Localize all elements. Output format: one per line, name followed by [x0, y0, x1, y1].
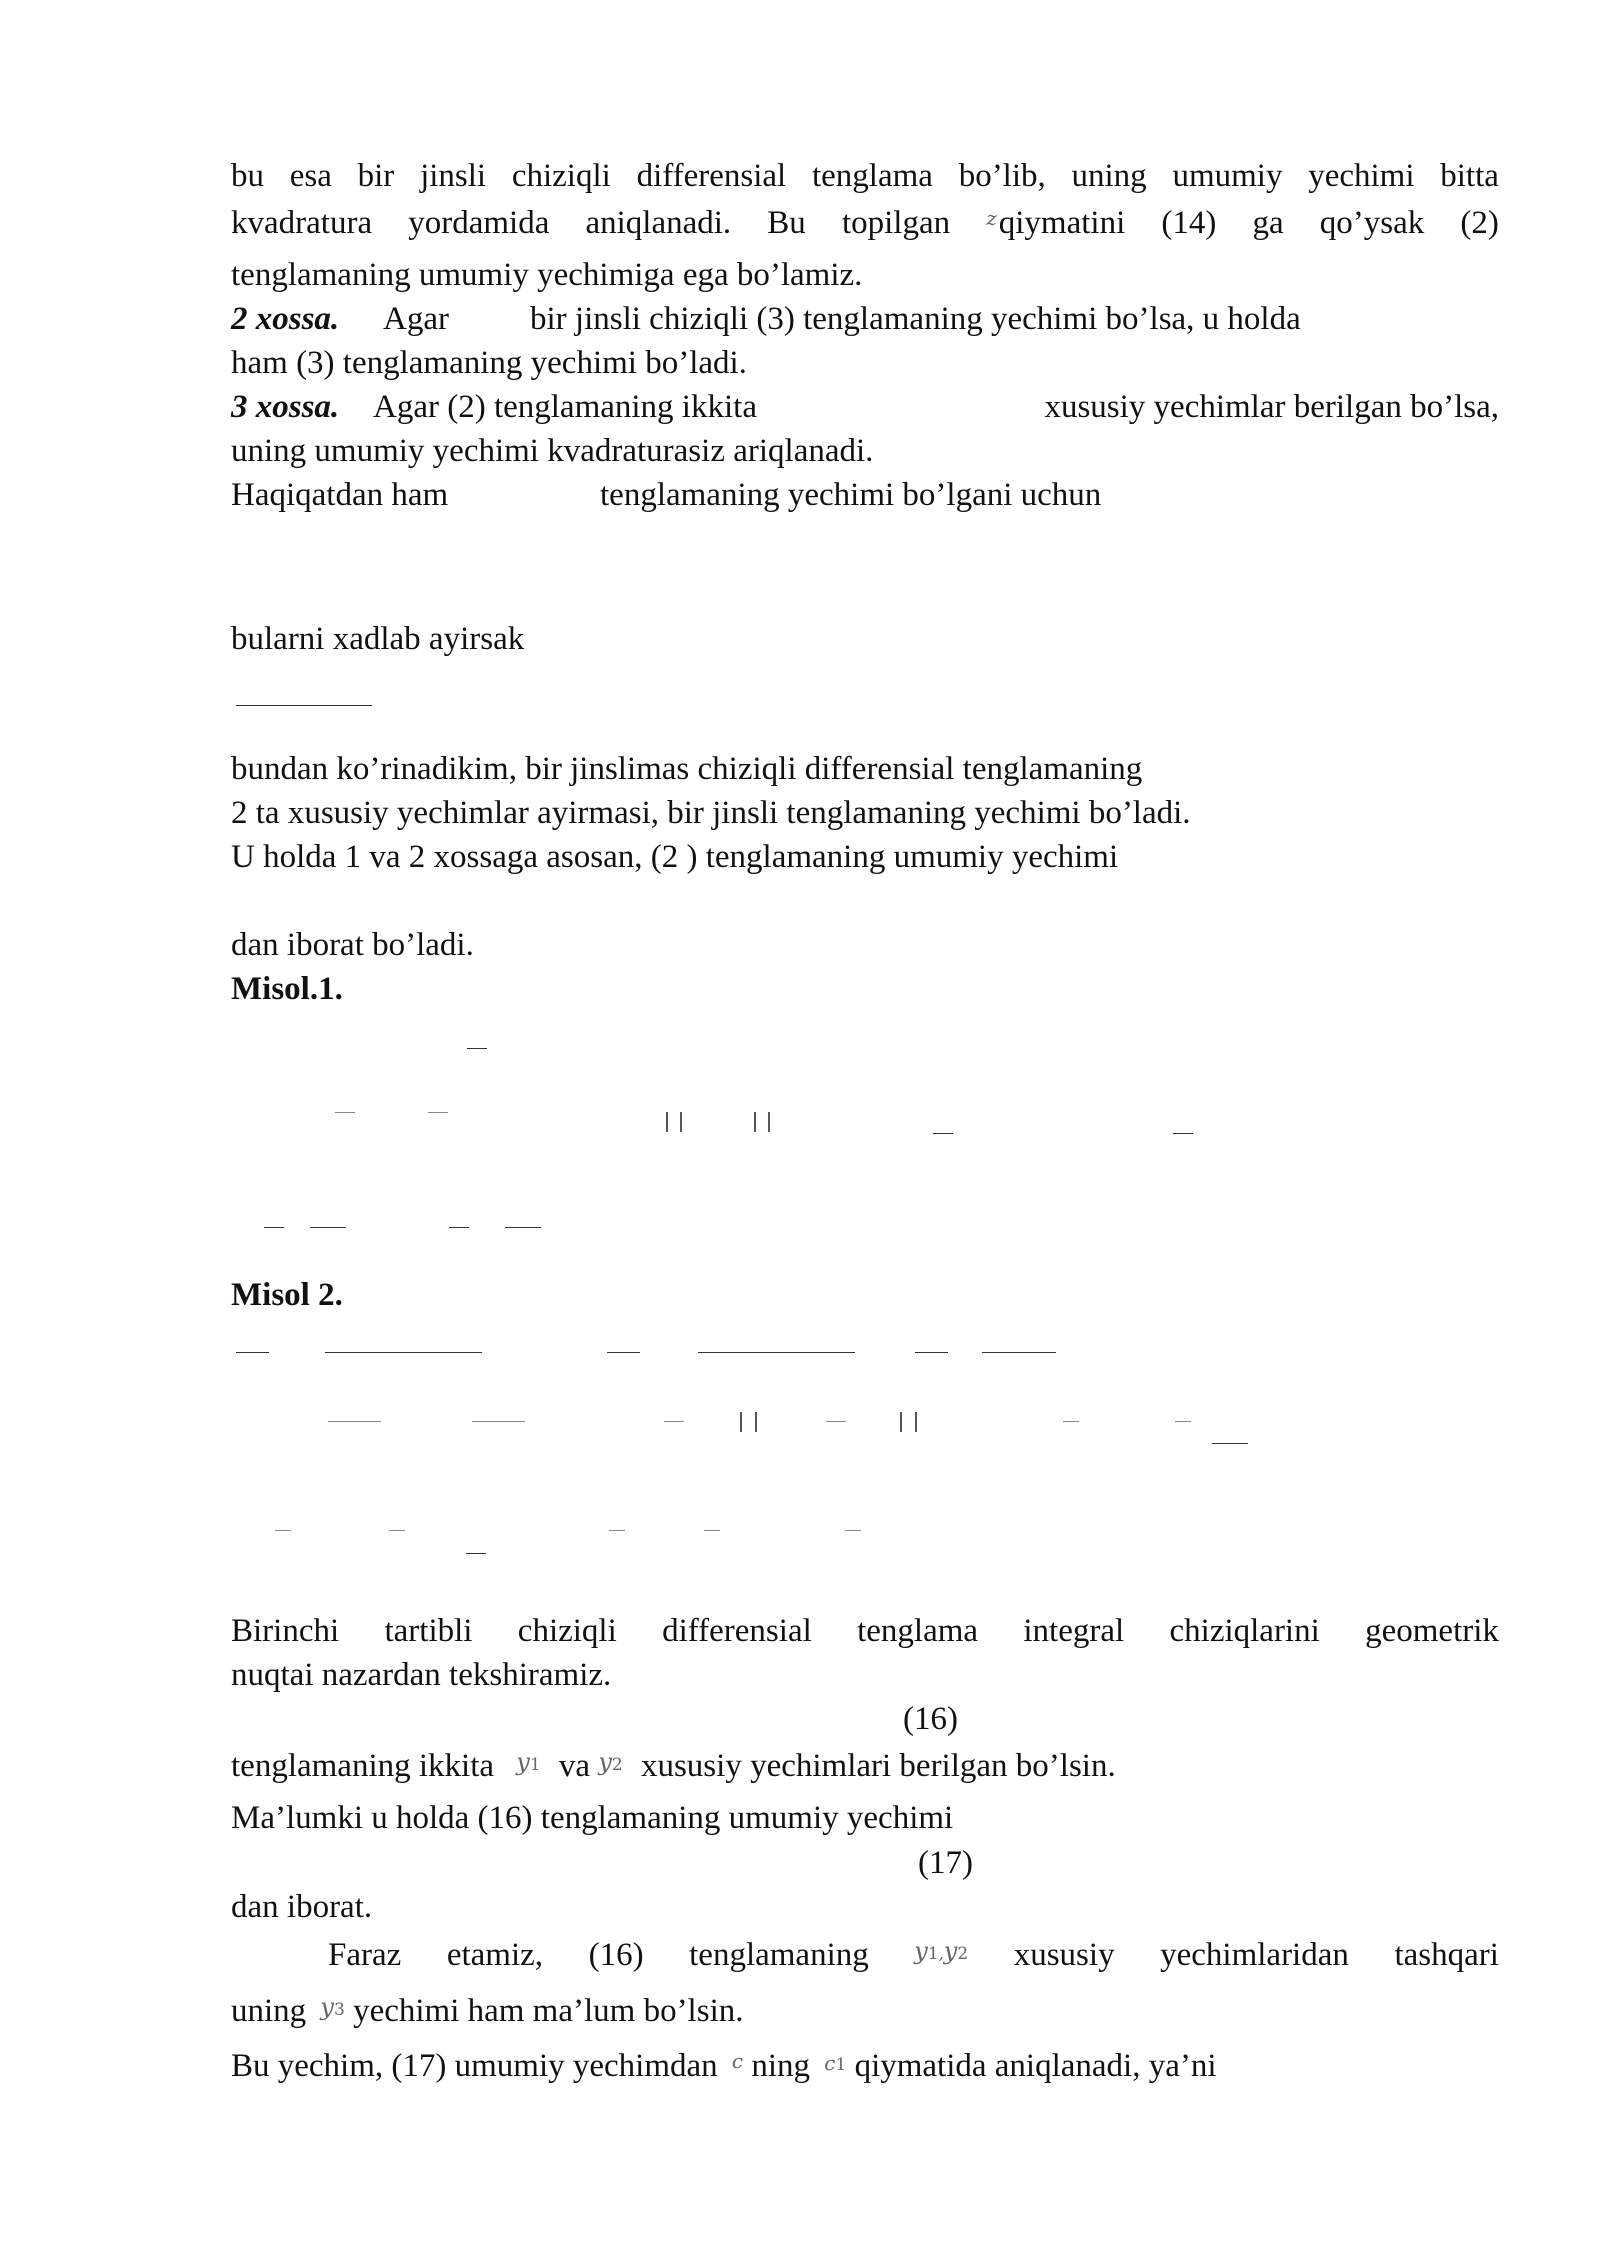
text-fragment: tenglamaning yechimi bo’lgani uchun	[600, 477, 1102, 513]
text-line	[231, 1995, 744, 2028]
word: tartibli	[384, 1613, 473, 1649]
text-fragment: Haqiqatdan ham	[231, 477, 449, 513]
word: umumiy	[1172, 158, 1283, 194]
text-line: bundan ko’rinadikim, bir jinslimas chiziqli differensial tenglamaning	[231, 751, 1143, 787]
text-line	[328, 1939, 1499, 1972]
fraction-bar	[609, 1530, 625, 1531]
word: qiymatini	[998, 205, 1126, 241]
fraction-bar	[467, 1048, 487, 1049]
abs-bar	[755, 1412, 757, 1432]
text-line: U holda 1 va 2 xossaga asosan, (2 ) tenglamaning umumiy yechimi	[231, 839, 1119, 875]
abs-bar	[680, 1112, 682, 1132]
text-line: uning umumiy yechimi kvadraturasiz ariqlanadi.	[231, 433, 874, 469]
word: yordamida	[408, 205, 550, 241]
word: differensial	[636, 158, 787, 194]
word: differensial	[662, 1613, 812, 1649]
word: Bu yechim, (17) umumiy yechimdan	[231, 2048, 718, 2084]
word: tashqari	[1394, 1937, 1499, 1973]
fraction-bar	[325, 1352, 482, 1353]
word: chiziqli	[511, 158, 611, 194]
word: topilgan	[841, 205, 951, 241]
word: esa	[289, 158, 332, 194]
text-line: dan iborat.	[231, 1889, 373, 1925]
word: jinsli	[420, 158, 487, 194]
fraction-bar	[664, 1421, 684, 1422]
fraction-bar	[1063, 1421, 1079, 1422]
word: chiziqli	[517, 1613, 617, 1649]
fraction-bar	[915, 1352, 948, 1353]
text-line: bularni xadlab ayirsak	[231, 621, 525, 657]
fraction-bar	[328, 1421, 381, 1422]
word: chiziqlarini	[1169, 1613, 1320, 1649]
word: kvadratura	[231, 205, 373, 241]
equation-number-17: (17)	[918, 1845, 973, 1881]
word: (14)	[1161, 205, 1217, 241]
abs-bar	[666, 1112, 668, 1132]
word: va	[558, 1748, 591, 1784]
word: tenglamaning ikkita	[231, 1748, 495, 1784]
word: bu	[231, 158, 264, 194]
text-line	[231, 1615, 1499, 1648]
word: Bu	[767, 205, 806, 241]
word: xususiy yechimlari berilgan bo’lsin.	[640, 1748, 1116, 1784]
fraction-bar	[275, 1530, 291, 1531]
word: bir	[357, 158, 395, 194]
math-symbol-y2: y2	[598, 1748, 623, 1776]
fraction-bar	[1175, 1421, 1191, 1422]
text-line: 2 ta xususiy yechimlar ayirmasi, bir jinsli tenglamaning yechimi bo’ladi.	[231, 795, 1191, 831]
text-fragment: xususiy yechimlar berilgan bo’lsa,	[1044, 389, 1499, 425]
word: aniqlanadi.	[585, 205, 732, 241]
example-1-heading: Misol.1.	[231, 971, 343, 1007]
word: (2)	[1460, 205, 1499, 241]
abs-bar	[740, 1412, 742, 1432]
text-line	[231, 1750, 1116, 1783]
abs-bar	[915, 1412, 917, 1432]
text-line: dan iborat bo’ladi.	[231, 927, 474, 963]
abs-bar	[900, 1412, 902, 1432]
fraction-bar	[845, 1530, 861, 1531]
text-line: tenglamaning umumiy yechimiga ega bo’lamiz.	[231, 257, 863, 293]
equation-number-16: (16)	[903, 1701, 958, 1737]
fraction-bar	[704, 1530, 720, 1531]
word: uning	[231, 1993, 307, 2029]
fraction-bar	[310, 1227, 346, 1228]
word: tenglamaning	[689, 1937, 869, 1973]
text-line: nuqtai nazardan tekshiramiz.	[231, 1657, 612, 1693]
word: (16)	[588, 1937, 644, 1973]
word: qo’ysak	[1319, 205, 1425, 241]
fraction-bar	[466, 1553, 486, 1554]
word: ning	[751, 2048, 811, 2084]
word: bitta	[1440, 158, 1499, 194]
property-3-label: 3 xossa.	[231, 389, 340, 425]
text-line	[231, 207, 1499, 240]
example-2-heading: Misol 2.	[231, 1277, 343, 1313]
word: Faraz	[328, 1937, 402, 1973]
text-line: ham (3) tenglamaning yechimi bo’ladi.	[231, 345, 747, 381]
fraction-bar	[264, 1227, 284, 1228]
word: integral	[1023, 1613, 1125, 1649]
fraction-bar	[826, 1421, 846, 1422]
fraction-bar	[449, 1227, 469, 1228]
word: uning	[1071, 158, 1147, 194]
fraction-bar	[607, 1352, 640, 1353]
text-line	[231, 2050, 1217, 2083]
text-line: Ma’lumki u holda (16) tenglamaning umumiy yechimi	[231, 1800, 954, 1836]
z-qiymatini	[986, 207, 1125, 240]
text-fragment: Agar	[383, 301, 449, 337]
fraction-bar	[428, 1112, 448, 1113]
fraction-bar	[698, 1352, 855, 1353]
word: yechimlaridan	[1160, 1937, 1349, 1973]
word: geometrik	[1365, 1613, 1499, 1649]
word: xususiy	[1013, 1937, 1115, 1973]
abs-bar	[768, 1112, 770, 1132]
fraction-bar	[335, 1112, 355, 1113]
math-symbol-y3: y3	[320, 1993, 345, 2021]
fraction-bar	[236, 705, 372, 706]
fraction-bar	[389, 1530, 405, 1531]
word: yechimi	[1308, 158, 1415, 194]
word: yechimi ham ma’lum bo’lsin.	[353, 1993, 744, 2029]
property-2-label: 2 xossa.	[231, 301, 340, 337]
word: tenglama	[857, 1613, 979, 1649]
math-symbol-z: z	[986, 206, 997, 230]
fraction-bar	[1212, 1443, 1248, 1444]
word: qiymatida aniqlanadi, ya’ni	[854, 2048, 1217, 2084]
fraction-bar	[472, 1421, 525, 1422]
fraction-bar	[236, 1352, 269, 1353]
text-line	[231, 160, 1499, 193]
text-fragment: bir jinsli chiziqli (3) tenglamaning yechimi bo’lsa, u holda	[530, 301, 1301, 337]
math-symbol-y1: y1	[516, 1748, 541, 1776]
word: etamiz,	[446, 1937, 544, 1973]
math-symbol-c: c	[731, 2049, 744, 2073]
word: tenglama	[811, 158, 933, 194]
fraction-bar	[505, 1227, 541, 1228]
word: ga	[1252, 205, 1284, 241]
fraction-bar	[1173, 1133, 1193, 1134]
word: bo’lib,	[958, 158, 1046, 194]
abs-bar	[754, 1112, 756, 1132]
fraction-bar	[982, 1352, 1056, 1353]
text-fragment: Agar (2) tenglamaning ikkita	[373, 389, 757, 425]
fraction-bar	[933, 1133, 953, 1134]
math-symbol-y1-y2: y1,y2	[914, 1937, 969, 1965]
word: Birinchi	[231, 1613, 340, 1649]
math-symbol-c1: c1	[824, 2051, 847, 2075]
